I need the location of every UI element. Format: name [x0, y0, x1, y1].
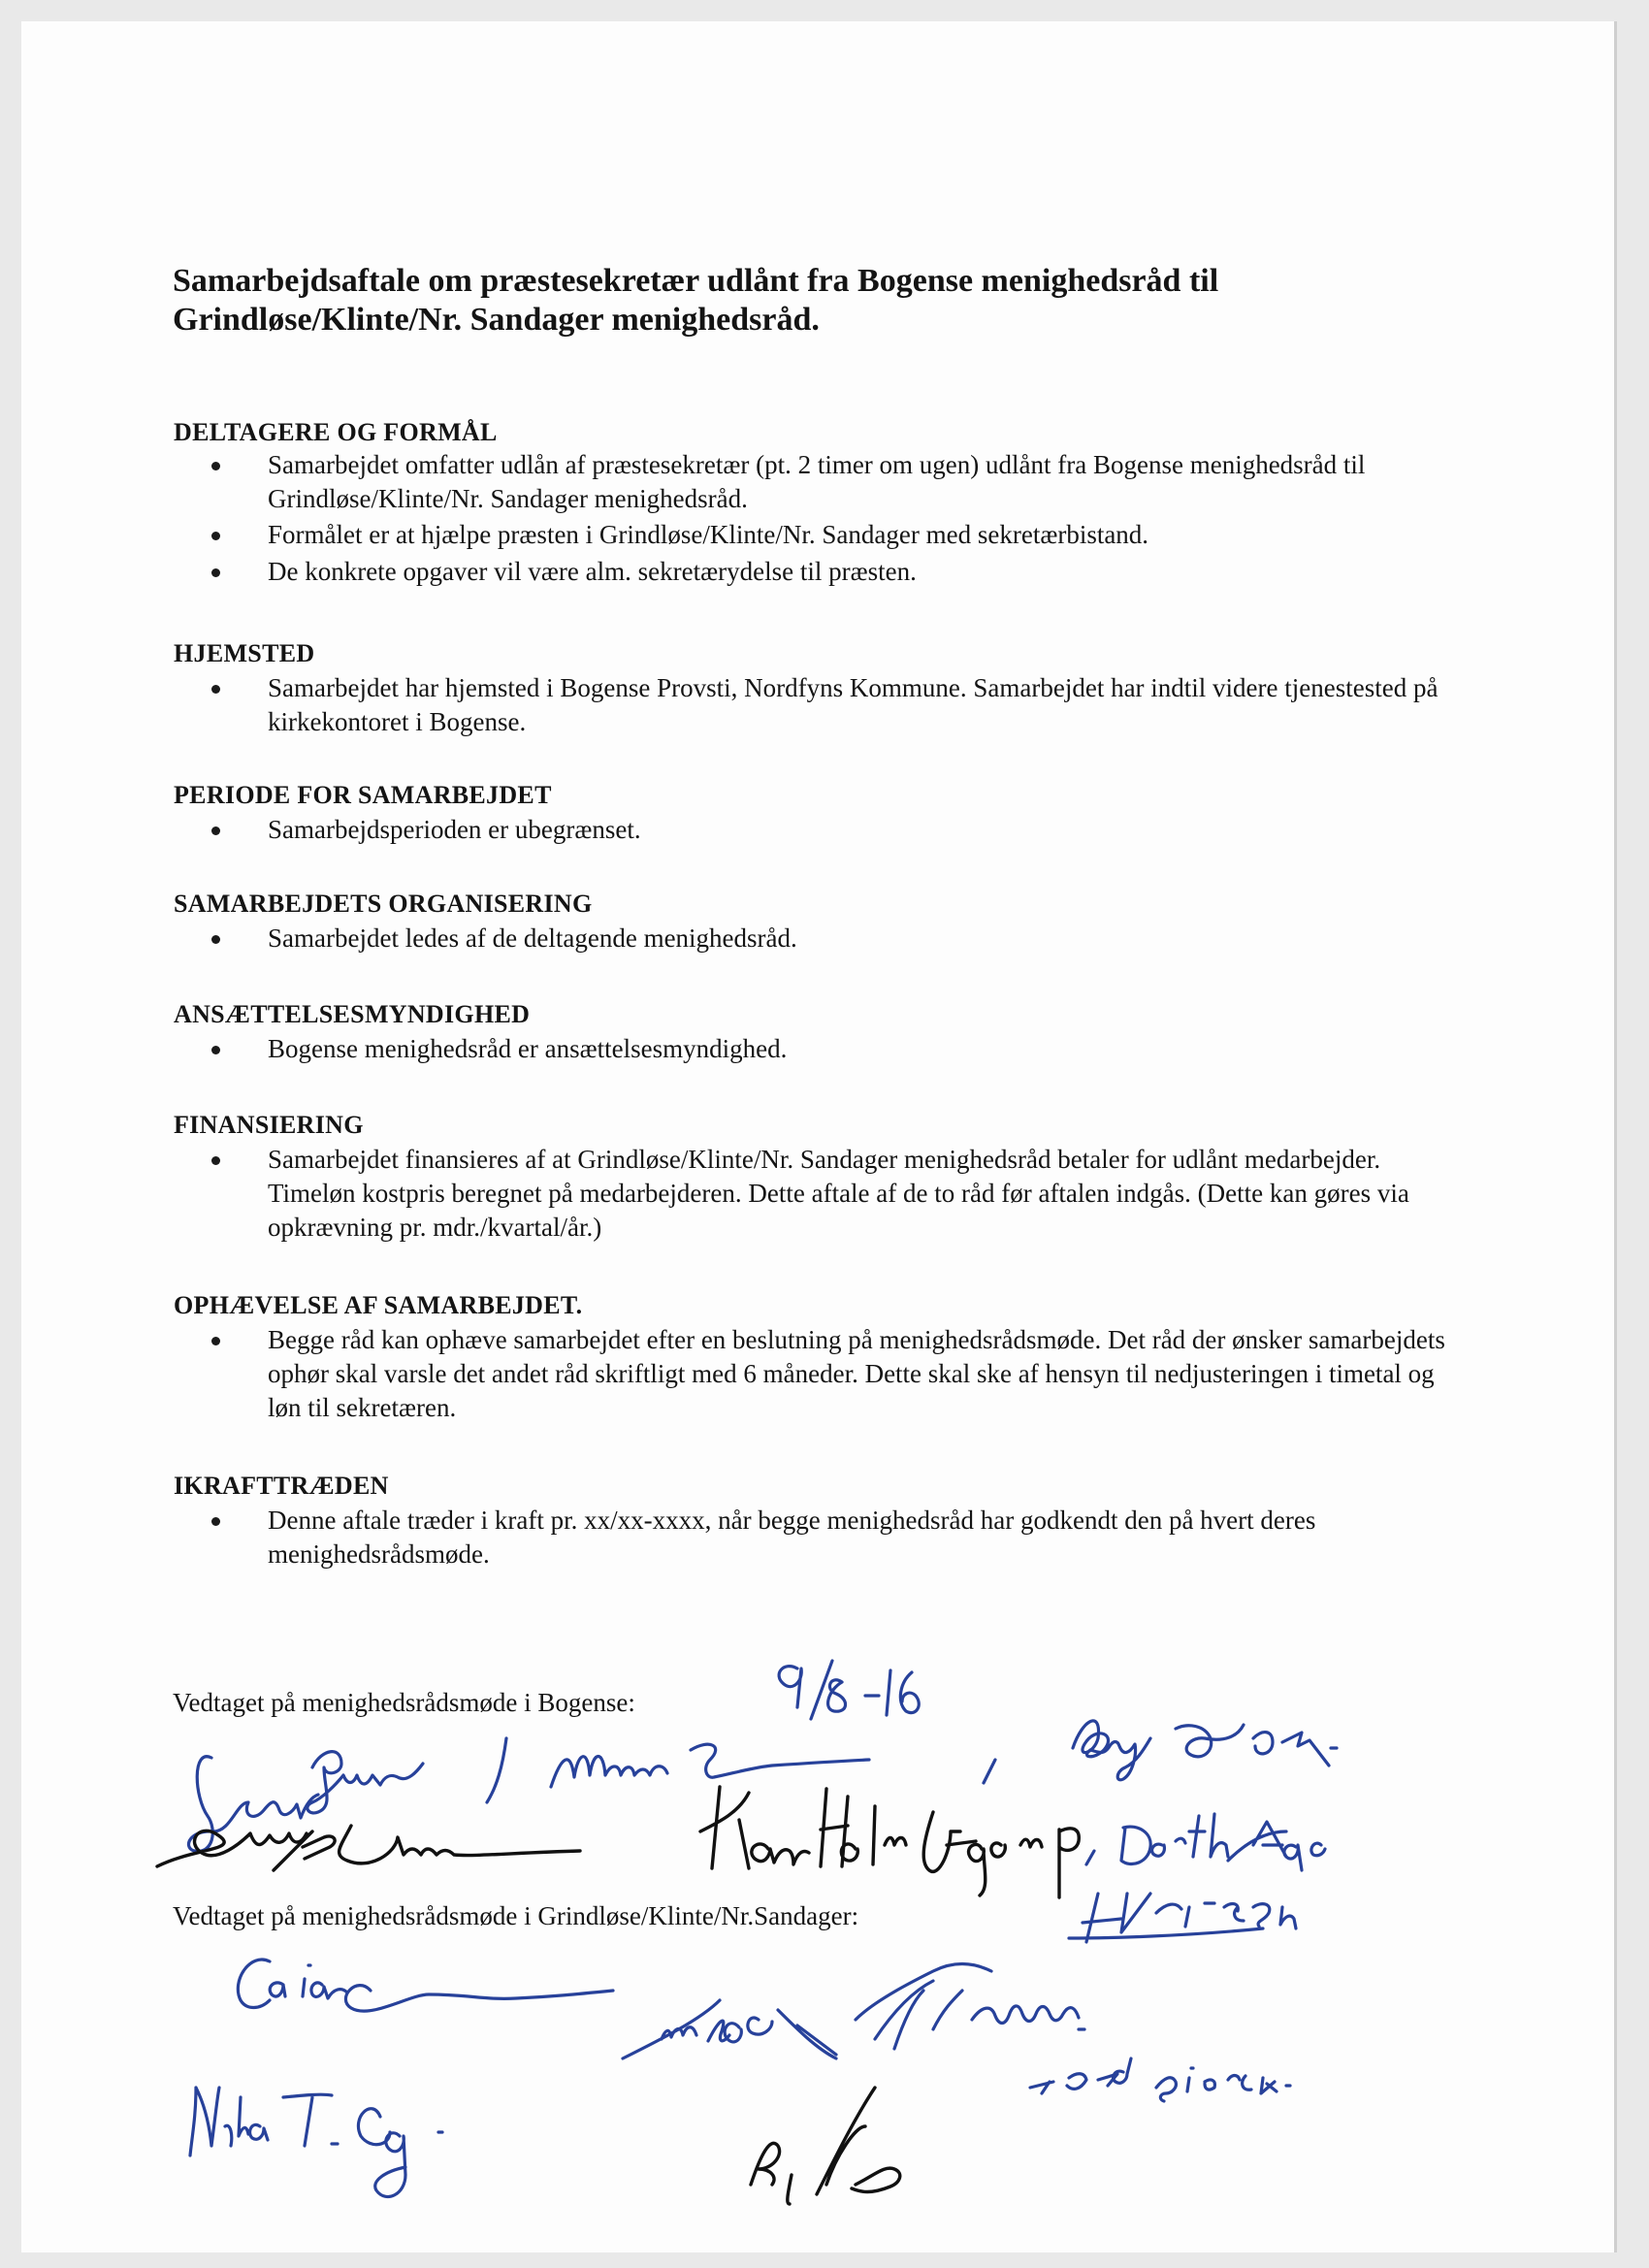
bullet-text: Denne aftale træder i kraft pr. xx/xx-xxxx, når begge menighedsråd har godkendt den på hvert deres menighedsrådsmøde. — [268, 1506, 1316, 1569]
bullet-text: De konkrete opgaver vil være alm. sekretærydelse til præsten. — [268, 557, 917, 586]
signature — [1069, 1894, 1296, 1942]
signature — [623, 1964, 1084, 2059]
approval-line-bogense: Vedtaget på menighedsrådsmøde i Bogense: — [173, 1688, 635, 1717]
signature — [1073, 1721, 1337, 1780]
handwritten-signatures — [21, 21, 1614, 2252]
bullet-text: Begge råd kan ophæve samarbejdet efter en beslutning på menighedsrådsmøde. Det råd der ønsker samarbejdets ophør skal varsle det andet råd skriftligt med 6 måneder. Dette skal ske af hensyn til nedjusteringen i timetal og løn til sekretæren. — [268, 1325, 1445, 1422]
signature — [1030, 2058, 1290, 2101]
signature — [238, 1960, 613, 2011]
handwritten-date-signature — [779, 1661, 919, 1719]
heading-hjemsted: HJEMSTED — [174, 639, 315, 667]
heading-organisering: SAMARBEJDETS ORGANISERING — [174, 890, 593, 918]
document-page — [21, 21, 1617, 2252]
approval-line-grindlose: Vedtaget på menighedsrådsmøde i Grindløse/Klinte/Nr.Sandager: — [173, 1901, 859, 1930]
bullet-text: Bogense menighedsråd er ansættelsesmyndighed. — [268, 1034, 788, 1063]
bullet-text: Formålet er at hjælpe præsten i Grindløse/Klinte/Nr. Sandager med sekretærbistand. — [268, 520, 1149, 549]
bullet-text: Samarbejdsperioden er ubegrænset. — [268, 815, 641, 844]
signature — [190, 2088, 442, 2197]
bullet-text: Samarbejdet finansieres af at Grindløse/Klinte/Nr. Sandager menighedsråd betaler for udlånt medarbejder. Timeløn kostpris beregnet på medarbejderen. Dette aftale af de to råd før aftalen indgås. (Dette kan gøres via opkrævning pr. mdr./kvartal/år.) — [268, 1145, 1409, 1242]
signature — [551, 1744, 995, 1787]
heading-finansiering: FINANSIERING — [174, 1111, 364, 1139]
heading-ikrafttraeden: IKRAFTTRÆDEN — [174, 1472, 389, 1500]
signature — [751, 2088, 900, 2204]
heading-ansaettelse: ANSÆTTELSESMYNDIGHED — [174, 1000, 531, 1028]
heading-periode: PERIODE FOR SAMARBEJDET — [174, 781, 552, 809]
signature — [157, 1826, 580, 1870]
bullet-text: Samarbejdet ledes af de deltagende menighedsråd. — [268, 923, 797, 953]
signature — [1086, 1814, 1325, 1870]
heading-ophaevelse: OPHÆVELSE AF SAMARBEJDET. — [174, 1291, 583, 1319]
heading-deltagere: DELTAGERE OG FORMÅL — [174, 418, 498, 446]
bullet-text: Samarbejdet omfatter udlån af præstesekretær (pt. 2 timer om ugen) udlånt fra Bogense menighedsråd til Grindløse/Klinte/Nr. Sandager menighedsråd. — [268, 450, 1366, 513]
bullet-text: Samarbejdet har hjemsted i Bogense Provsti, Nordfyns Kommune. Samarbejdet har indtil videre tjenestested på kirkekontoret i Bogense. — [268, 673, 1439, 736]
signature — [700, 1787, 1079, 1897]
document-title: Samarbejdsaftale om præstesekretær udlånt fra Bogense menighedsråd til Grindløse/Klinte/Nr. Sandager menighedsråd. — [173, 263, 1219, 338]
